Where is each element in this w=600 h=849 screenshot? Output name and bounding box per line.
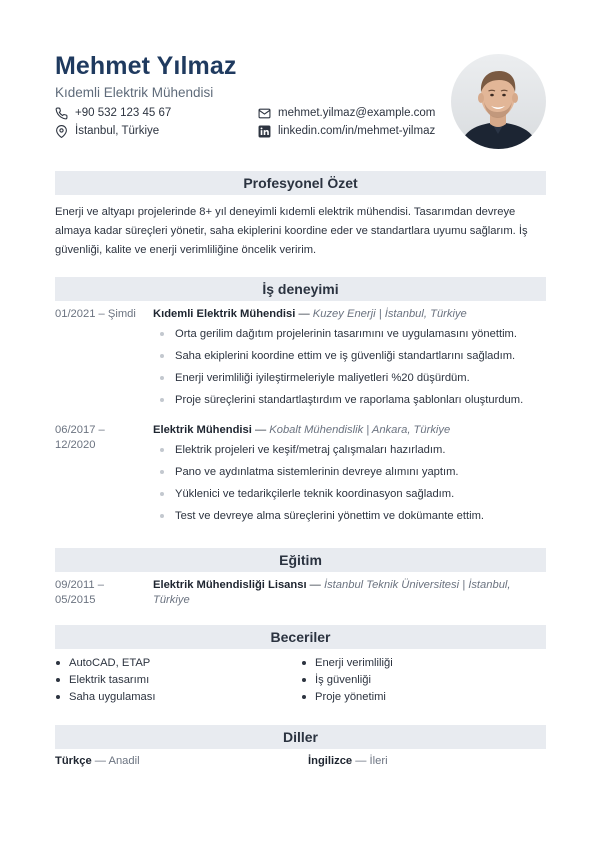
job-header <box>153 307 548 322</box>
contact-email[interactable] <box>258 106 435 121</box>
section-title-summary: Profesyonel Özet <box>243 175 358 191</box>
job-role: Kıdemli Elektrik Mühendisi <box>153 308 296 320</box>
section-title-languages: Diller <box>282 729 318 745</box>
linkedin-link[interactable]: linkedin.com/in/mehmet-yilmaz <box>278 125 436 137</box>
skills-list-left <box>55 655 155 706</box>
job-company: Kuzey Enerji | İstanbul, Türkiye <box>312 308 467 320</box>
list-item: Orta gerilim dağıtım projelerinin tasarımını ve uygulamasını yönettim. <box>160 323 523 345</box>
section-header-experience <box>55 277 546 301</box>
education-date: 09/2011 – 05/2015 <box>55 579 104 606</box>
section-title-experience: İş deneyimi <box>262 281 339 297</box>
language-level: Anadil <box>108 755 140 767</box>
list-item: Enerji verimliliği iyileştirmeleriyle maliyetleri %20 düşürdüm. <box>160 367 523 389</box>
list-item: Test ve devreye alma süreçlerini yönettim ve dokümante ettim. <box>160 505 484 527</box>
phone-icon <box>55 107 68 120</box>
language-separator: — <box>352 755 370 767</box>
skills-list-right <box>301 655 393 706</box>
list-item: Saha ekiplerini koordine ettim ve iş güvenliği standartlarını sağladım. <box>160 345 523 367</box>
profile-photo <box>451 54 546 149</box>
list-item: Elektrik tasarımı <box>55 672 155 689</box>
language-name: Türkçe <box>55 755 92 767</box>
list-item: İş güvenliği <box>301 672 393 689</box>
language-separator: — <box>91 755 109 767</box>
education-separator: — <box>306 579 324 591</box>
section-header-summary <box>55 171 546 195</box>
section-header-languages <box>55 725 546 749</box>
list-item: Pano ve aydınlatma sistemlerinin devreye alımını yaptım. <box>160 461 484 483</box>
language-item <box>55 754 140 769</box>
list-item: Proje yönetimi <box>301 689 393 706</box>
education-school: İstanbul Teknik Üniversitesi | İstanbul, Türkiye <box>153 579 511 606</box>
language-level: İleri <box>369 755 388 767</box>
list-item: Saha uygulaması <box>55 689 155 706</box>
avatar <box>451 54 546 149</box>
job-separator: — <box>295 308 313 320</box>
candidate-name: Mehmet Yılmaz <box>55 52 237 80</box>
section-title-education: Eğitim <box>279 552 322 568</box>
language-name: İngilizce <box>308 755 353 767</box>
list-item: Proje süreçlerini standartlaştırdım ve raporlama şablonları oluşturdum. <box>160 389 523 411</box>
job-company: Kobalt Mühendislik | Ankara, Türkiye <box>269 424 451 436</box>
job-role: Elektrik Mühendisi <box>153 424 252 436</box>
education-degree: Elektrik Mühendisliği Lisansı <box>153 579 307 591</box>
job-bullets <box>160 323 523 411</box>
job-date: 06/2017 – 12/2020 <box>55 424 105 451</box>
list-item: AutoCAD, ETAP <box>55 655 155 672</box>
job-separator: — <box>251 424 270 436</box>
section-header-education <box>55 548 546 572</box>
section-title-skills: Beceriler <box>270 629 331 645</box>
location-pin-icon <box>55 125 68 138</box>
job-bullets <box>160 439 484 527</box>
list-item: Enerji verimliliği <box>301 655 393 672</box>
linkedin-icon <box>258 125 271 138</box>
phone-text: +90 532 123 45 67 <box>75 107 172 119</box>
contact-location <box>55 124 159 139</box>
list-item: Yüklenici ve tedarikçilerle teknik koordinasyon sağladım. <box>160 483 484 505</box>
language-item <box>308 754 388 769</box>
email-link[interactable]: mehmet.yilmaz@example.com <box>278 107 436 119</box>
education-header <box>153 578 533 608</box>
job-date: 01/2021 – Şimdi <box>55 308 136 320</box>
job-header <box>153 423 548 438</box>
contact-phone <box>55 106 171 121</box>
mail-icon <box>258 107 271 120</box>
section-header-skills <box>55 625 546 649</box>
location-text: İstanbul, Türkiye <box>75 125 160 137</box>
contact-linkedin[interactable] <box>258 124 438 139</box>
list-item: Elektrik projeleri ve keşif/metraj çalışmaları hazırladım. <box>160 439 484 461</box>
summary-text: Enerji ve altyapı projelerinde 8+ yıl deneyimli kıdemli elektrik mühendisi. Tasarımdan devreye almaya kadar süreçleri yönetir, saha ekiplerini koordine eder ve standartlara uyumu sağlarım. İş güvenliği, kalite ve enerji verimliliğine öncelik veririm. <box>55 206 528 256</box>
candidate-title: Kıdemli Elektrik Mühendisi <box>55 85 214 100</box>
